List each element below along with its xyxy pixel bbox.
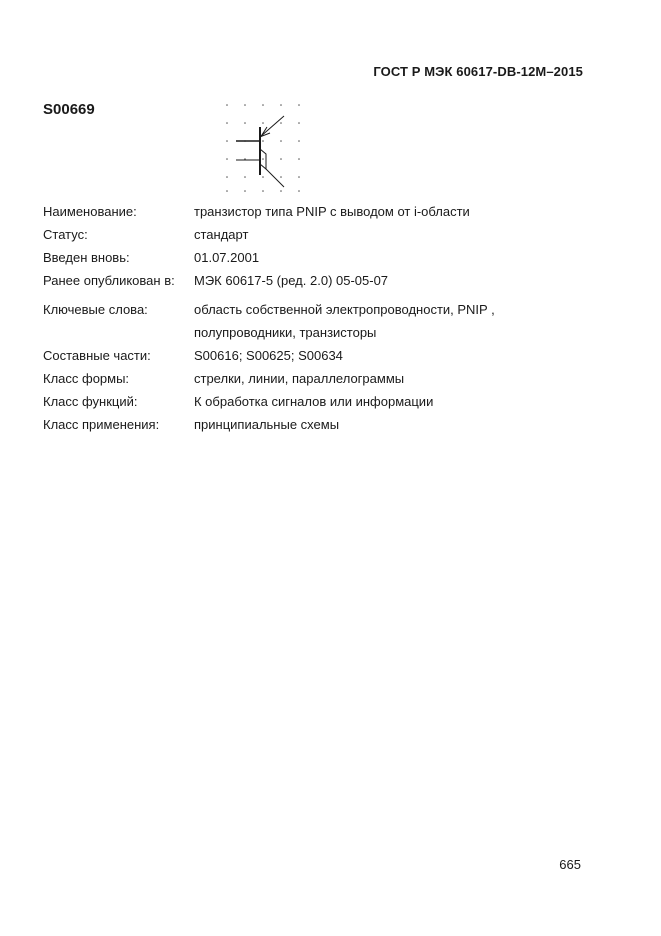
prop-value: транзистор типа PNIP с выводом от i-области bbox=[194, 204, 470, 219]
prop-label: Ключевые слова: bbox=[43, 302, 148, 317]
prop-label: Введен вновь: bbox=[43, 250, 130, 265]
prop-label bbox=[43, 324, 194, 347]
prop-row-form-class bbox=[43, 370, 495, 393]
prop-row-keywords bbox=[43, 301, 495, 324]
prop-value: полупроводники, транзисторы bbox=[194, 325, 377, 340]
prop-row-published bbox=[43, 272, 495, 295]
prop-row-application-class bbox=[43, 416, 495, 439]
prop-row-name bbox=[43, 203, 495, 226]
prop-value: 01.07.2001 bbox=[194, 250, 260, 265]
prop-value: стрелки, линии, параллелограммы bbox=[194, 371, 405, 386]
prop-label: Наименование: bbox=[43, 204, 137, 219]
prop-row-introduced bbox=[43, 249, 495, 272]
prop-value: стандарт bbox=[194, 227, 249, 242]
prop-label: Класс функций: bbox=[43, 394, 138, 409]
prop-label: Статус: bbox=[43, 227, 88, 242]
prop-row-components bbox=[43, 347, 495, 370]
prop-value: К обработка сигналов или информации bbox=[194, 394, 434, 409]
prop-label: Класс формы: bbox=[43, 371, 130, 386]
prop-row-function-class bbox=[43, 393, 495, 416]
prop-row-keywords-cont bbox=[43, 324, 495, 347]
transistor-symbol-icon bbox=[222, 101, 304, 193]
prop-value: S00616; S00625; S00634 bbox=[194, 348, 343, 363]
symbol-code: S00669 bbox=[43, 101, 95, 118]
prop-label: Составные части: bbox=[43, 348, 151, 363]
prop-row-status bbox=[43, 226, 495, 249]
prop-label: Ранее опубликован в: bbox=[43, 273, 175, 288]
page-number: 665 bbox=[559, 857, 581, 872]
prop-label: Класс применения: bbox=[43, 417, 160, 432]
prop-value: принципиальные схемы bbox=[194, 417, 340, 432]
document-header: ГОСТ Р МЭК 60617-DB-12M–2015 bbox=[373, 64, 583, 79]
prop-value: область собственной электропроводности, PNIP , bbox=[194, 302, 495, 317]
properties-table bbox=[43, 203, 495, 439]
prop-value: МЭК 60617-5 (ред. 2.0) 05-05-07 bbox=[194, 273, 389, 288]
